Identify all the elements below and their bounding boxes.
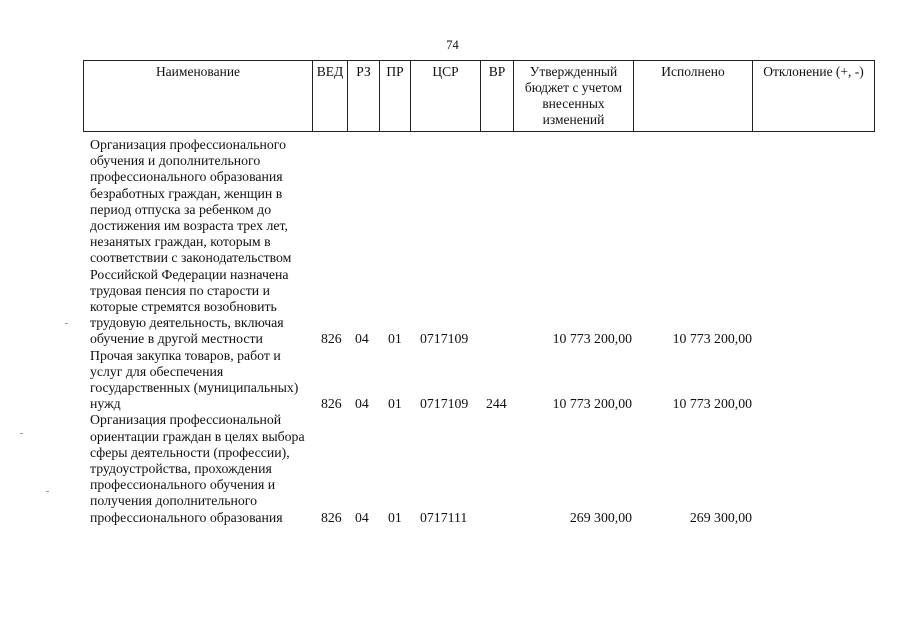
row-csr: 0717111 <box>420 509 468 525</box>
scan-speck <box>65 323 68 324</box>
row-name: Организация профессионального обучения и дополнительного профессионального образования безработных граждан, женщин в период отпуска за ребенком до достижения им возраста трех лет, незанятых граждан, которым в соответствии с законодательством Российской Федерации назначена трудовая пенсия по старости и которые стремятся возобновить трудовую деятельность, включая обучение в другой местности <box>90 137 292 347</box>
scan-speck <box>20 433 23 434</box>
row-pr: 01 <box>388 396 402 412</box>
header-rz: РЗ <box>348 61 380 132</box>
row-pr: 01 <box>388 331 402 347</box>
row-pr: 01 <box>388 509 402 525</box>
row-vr: 244 <box>486 396 507 412</box>
row-ved: 826 <box>321 396 342 412</box>
row-csr: 0717109 <box>420 331 469 347</box>
page-number: 74 <box>446 38 459 52</box>
row-approved: 10 773 200,00 <box>552 396 632 412</box>
row-ved: 826 <box>321 509 342 525</box>
table-header <box>83 60 875 132</box>
table-row <box>90 348 770 413</box>
table-row <box>90 137 770 348</box>
row-name: Организация профессиональной ориентации граждан в целях выбора сферы деятельности (профессии), трудоустройства, прохождения профессионального обучения и получения дополнительного профессионального образования <box>90 412 305 525</box>
table-row <box>90 412 770 525</box>
scan-speck <box>46 491 49 492</box>
header-csr: ЦСР <box>411 61 481 132</box>
table-body <box>90 137 770 526</box>
row-executed: 10 773 200,00 <box>672 331 752 347</box>
header-executed: Исполнено <box>634 61 753 132</box>
row-executed: 269 300,00 <box>689 509 752 525</box>
row-csr: 0717109 <box>420 396 469 412</box>
header-ved: ВЕД <box>313 61 348 132</box>
header-approved: Утвержденный бюджет с учетом внесенных изменений <box>514 61 634 132</box>
row-rz: 04 <box>355 509 369 525</box>
row-approved: 10 773 200,00 <box>552 331 632 347</box>
row-rz: 04 <box>355 331 369 347</box>
row-ved: 826 <box>321 331 342 347</box>
header-name: Наименование <box>84 61 313 132</box>
row-name: Прочая закупка товаров, работ и услуг для обеспечения государственных (муниципальных) нужд <box>90 347 299 412</box>
header-pr: ПР <box>380 61 411 132</box>
row-approved: 269 300,00 <box>569 509 632 525</box>
row-executed: 10 773 200,00 <box>672 396 752 412</box>
header-vr: ВР <box>481 61 514 132</box>
row-rz: 04 <box>355 396 369 412</box>
header-deviation: Отклонение (+, -) <box>753 61 875 132</box>
